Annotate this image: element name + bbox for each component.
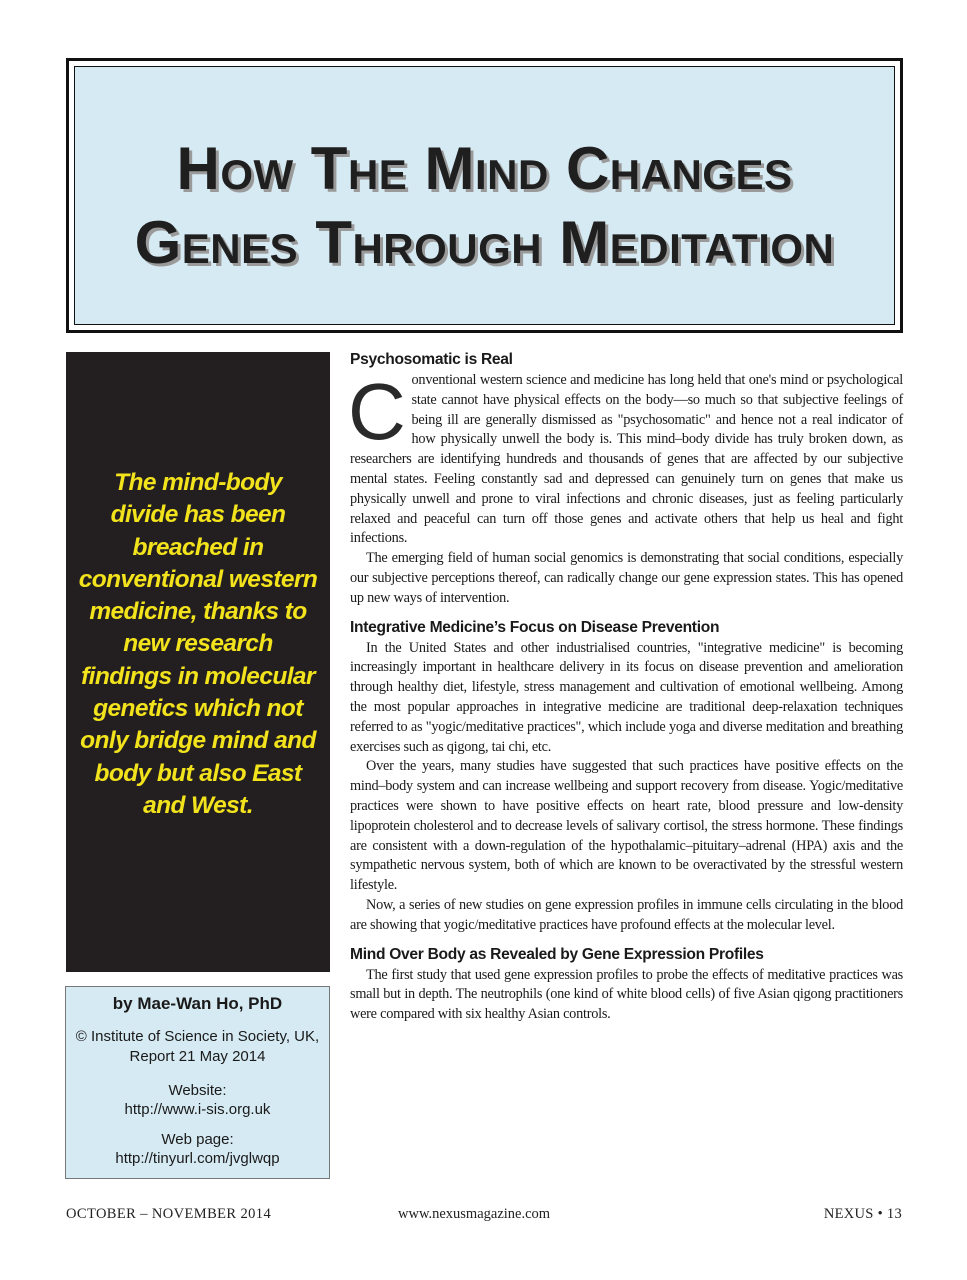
title-box [66,58,903,333]
article-paragraph: The first study that used gene expression profiles to probe the effects of meditative practices was small but in depth. The neutrophils (one kind of white blood cells) of five Asian qigong practitioners were compared with six healthy Asian controls. [350,966,903,1023]
webpage-link[interactable]: http://tinyurl.com/jvglwqp [115,1150,280,1167]
pull-quote-panel [66,352,330,972]
section-heading-integrative-medicine: Integrative Medicine’s Focus on Disease Prevention [350,618,720,636]
byline-copyright: © Institute of Science in Society, UK, Report 21 May 2014 [75,1028,320,1065]
paragraph-text: onventional western science and medicine has long held that one's mind or psychological state cannot have physical effects on the body—so much so that subjective feelings of being ill are generally dismissed as "psychosomatic" and hence not a real indicator of how physically unwell the body is. This mind–body divide has truly broken down, as researchers are identifying hundreds and thousands of genes that are affected by our subjective mental states. Feeling constantly sad and depressed can genuinely turn on genes that make us physically unwell and prone to viral infections and chronic diseases, just as feeling particularly relaxed and peaceful can turn off those genes and activate others that help us heal and fight infections. [350,372,903,547]
byline-box [65,986,330,1179]
article-paragraph: The emerging field of human social genomics is demonstrating that social conditions, especially our subjective perceptions thereof, can radically change our gene expression states. This has opened up new ways of intervention. [350,550,903,606]
byline-author: by Mae-Wan Ho, PhD [112,994,283,1013]
page-title-line-1: How The Mind Changes [176,135,793,202]
article-body [350,349,903,1025]
section-heading-psychosomatic: Psychosomatic is Real [350,351,513,368]
page-title-line-2: Genes Through Meditation [134,209,835,276]
website-label: Website: [168,1082,227,1099]
drop-cap: C [348,367,406,456]
footer-page-number: NEXUS • 13 [823,1206,902,1222]
footer-issue-date: OCTOBER – NOVEMBER 2014 [66,1206,272,1222]
footer-website-link[interactable]: www.nexusmagazine.com [398,1206,551,1222]
website-link[interactable]: http://www.i-sis.org.uk [124,1101,271,1118]
webpage-label: Web page: [161,1131,234,1148]
title-panel [74,66,895,325]
section-heading-gene-expression: Mind Over Body as Revealed by Gene Expression Profiles [350,945,764,963]
article-paragraph: Over the years, many studies have suggested that such practices have positive effects on the mind–body system and can increase wellbeing and support recovery from disease. Yogic/meditative practices were shown to have positive effects on heart rate, blood pressure and low-density lipoprotein cholesterol and to decrease levels of salivary cortisol, the stress hormone. These findings are consistent with a down-regulation of the hypothalamic–pituitary–adrenal (HPA) axis and the sympathetic nervous system, both of which are known to be overactivated by the stressful western lifestyle. [350,758,903,894]
article-paragraph: Now, a series of new studies on gene expression profiles in immune cells circulating in the blood are showing that yogic/meditative practices have profound effects at the molecular level. [350,896,903,933]
article-paragraph: In the United States and other industrialised countries, "integrative medicine" is becoming increasingly important in healthcare delivery in its focus on disease prevention and amelioration through healthy diet, lifestyle, stress management and cultivation of emotional wellbeing. Among the most popular approaches in integrative medicine are traditional deep-relaxation techniques referred to as "yogic/meditative practices", which include yoga and diverse meditation and breathing exercises such as qigong, tai chi, etc. [350,639,903,755]
pull-quote-text: The mind-body divide has been breached in conventional western medicine, thanks to new research findings in molecular genetics which not only bridge mind and body but also East and West. [78,469,318,819]
article-paragraph [348,367,903,549]
